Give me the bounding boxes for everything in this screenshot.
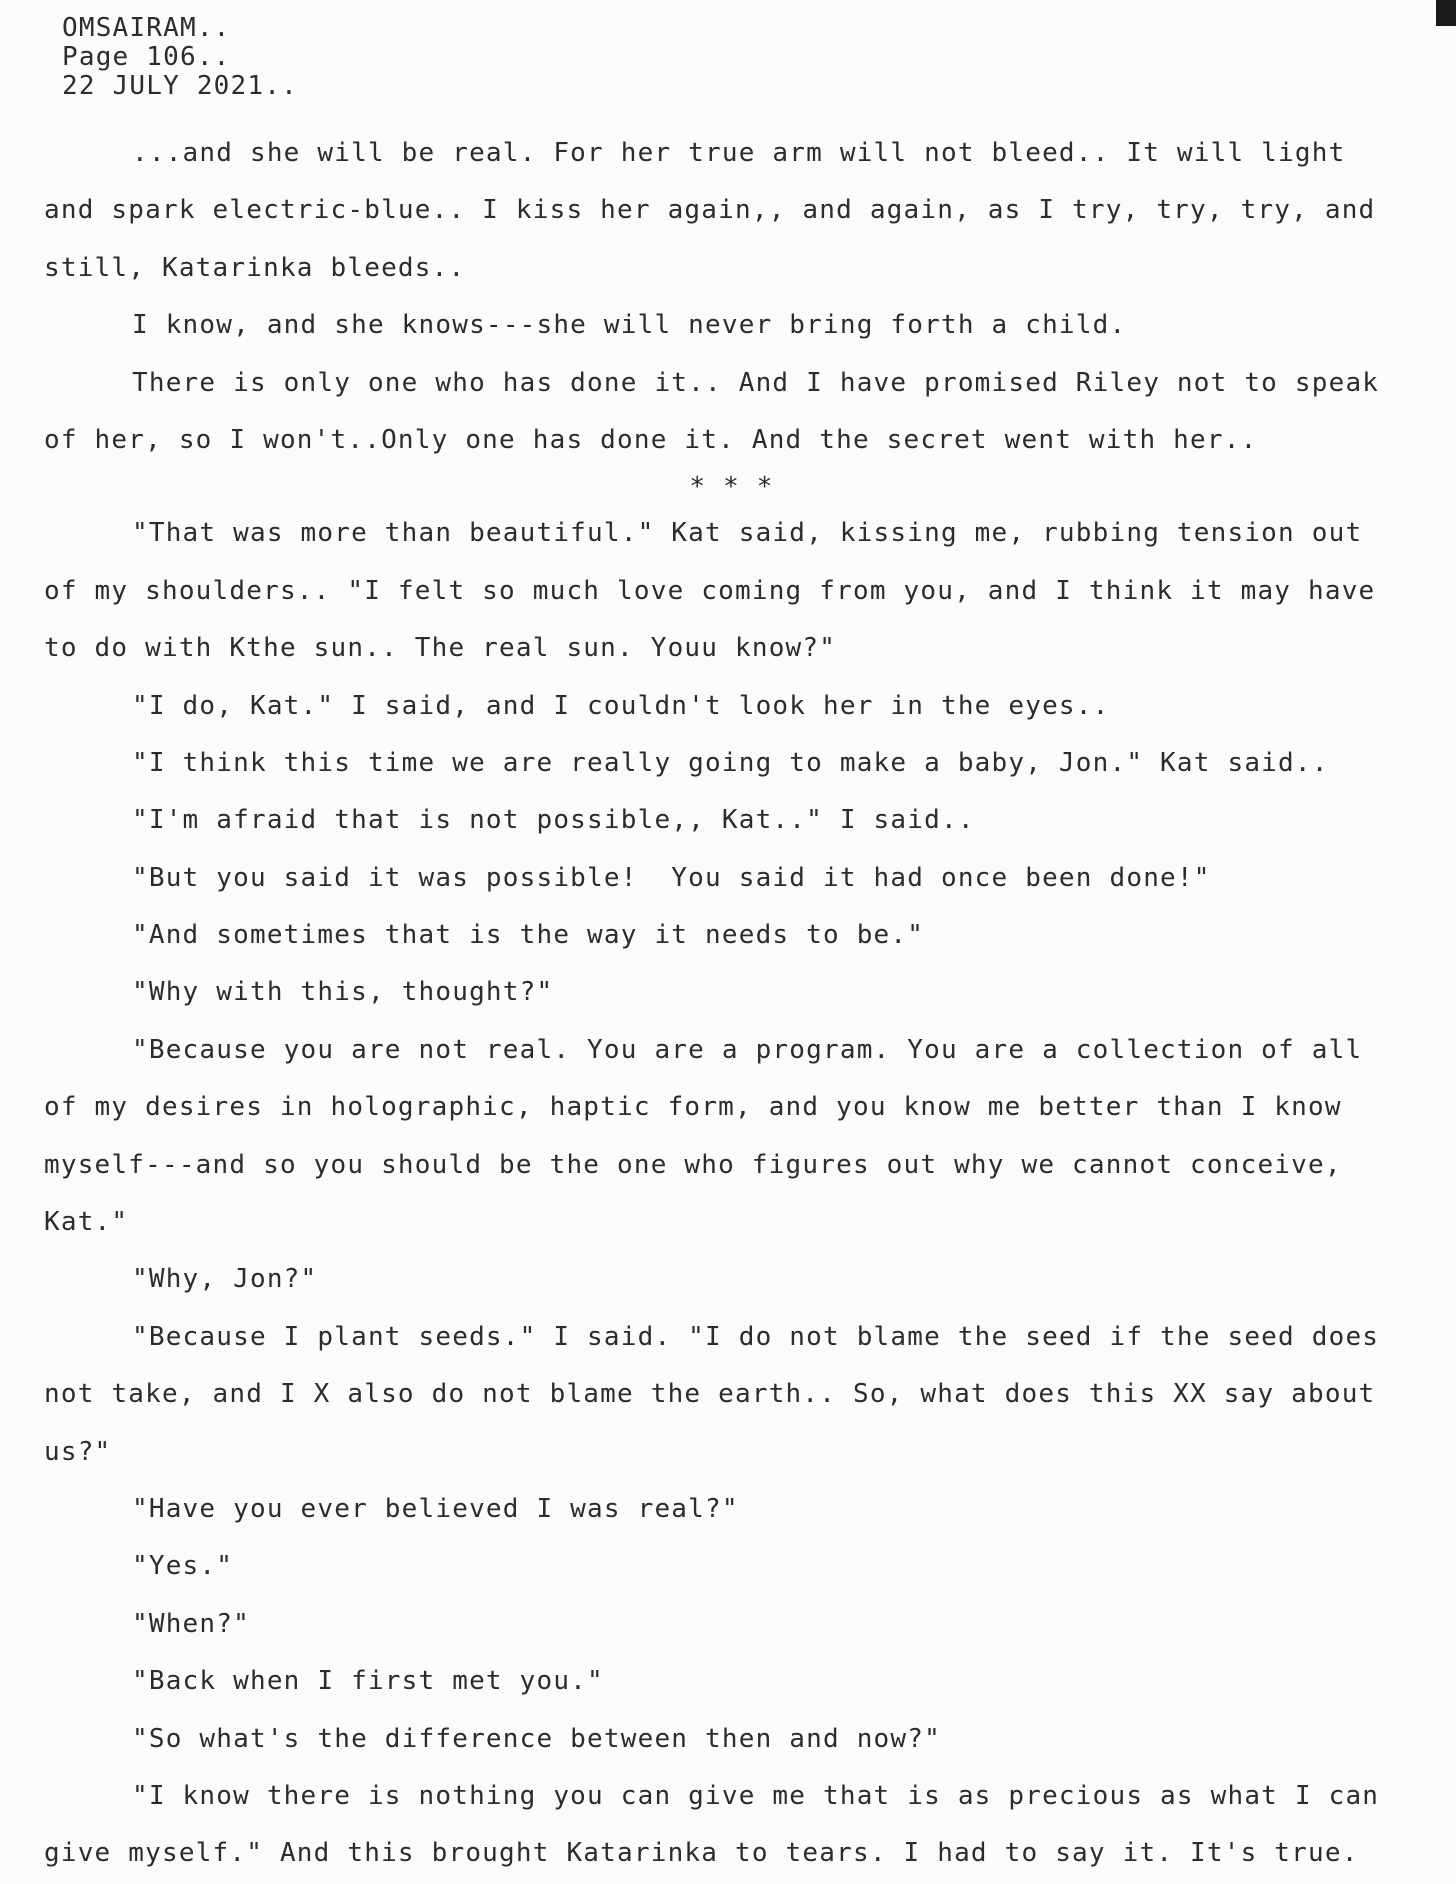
text-line: "When?" [132,1608,250,1639]
text-line: "I know there is nothing you can give me that is as precious as what I can [132,1780,1380,1811]
text-line: "Why, Jon?" [132,1264,318,1295]
text-line: of my shoulders.. "I felt so much love coming from you, and I think it may have [44,575,1376,606]
text-line: "Have you ever believed I was real?" [132,1493,739,1524]
text-line: "I do, Kat." I said, and I couldn't look her in the eyes.. [132,690,1110,721]
text-line: ...and she will be real. For her true arm will not bleed.. It will light [132,138,1346,168]
text-line: "Because I plant seeds." I said. "I do not blame the seed if the seed does [132,1321,1380,1352]
text-line: "Yes." [132,1551,234,1582]
text-line: Kat." [44,1207,129,1238]
scan-corner-mark [1436,0,1456,26]
text-line: I know, and she knows---she will never bring forth a child. [132,310,1127,341]
text-line: "Back when I first met you." [132,1666,604,1697]
text-line: and spark electric-blue.. I kiss her again,, and again, as I try, try, try, and [44,195,1376,226]
text-line: myself---and so you should be the one who figures out why we cannot conceive, [44,1149,1342,1180]
header-date: 22 JULY 2021.. [62,71,298,101]
text-line: "I think this time we are really going to make a baby, Jon." Kat said.. [132,747,1329,778]
text-line: "But you said it was possible! You said it had once been done!" [132,862,1211,893]
text-line: "Because you are not real. You are a program. You are a collection of all [132,1034,1363,1065]
text-line: "That was more than beautiful." Kat said, kissing me, rubbing tension out [132,518,1363,549]
text-line: still, Katarinka bleeds.. [44,252,466,283]
text-line: to do with Kthe sun.. The real sun. Youu know?" [44,633,837,664]
section-separator: * * * [689,472,774,503]
text-line: us?" [44,1436,112,1467]
header-title: OMSAIRAM.. [62,13,231,43]
text-line: "I'm afraid that is not possible,, Kat.." I said.. [132,805,975,836]
text-line: of her, so I won't..Only one has done it. And the secret went with her.. [44,424,1258,455]
text-line: of my desires in holographic, haptic form, and you know me better than I know [44,1092,1342,1123]
header-page-number: Page 106.. [62,42,231,72]
text-line: give myself." And this brought Katarinka to tears. I had to say it. It's true. [44,1838,1359,1869]
text-line: not take, and I X also do not blame the earth.. So, what does this XX say about [44,1379,1376,1410]
text-line: "So what's the difference between then and now?" [132,1723,941,1754]
text-line: There is only one who has done it.. And I have promised Riley not to speak [132,367,1380,398]
text-line: "Why with this, thought?" [132,977,554,1008]
page-header [62,14,298,101]
text-line: "And sometimes that is the way it needs to be." [132,920,925,951]
body-text [44,125,1419,1883]
